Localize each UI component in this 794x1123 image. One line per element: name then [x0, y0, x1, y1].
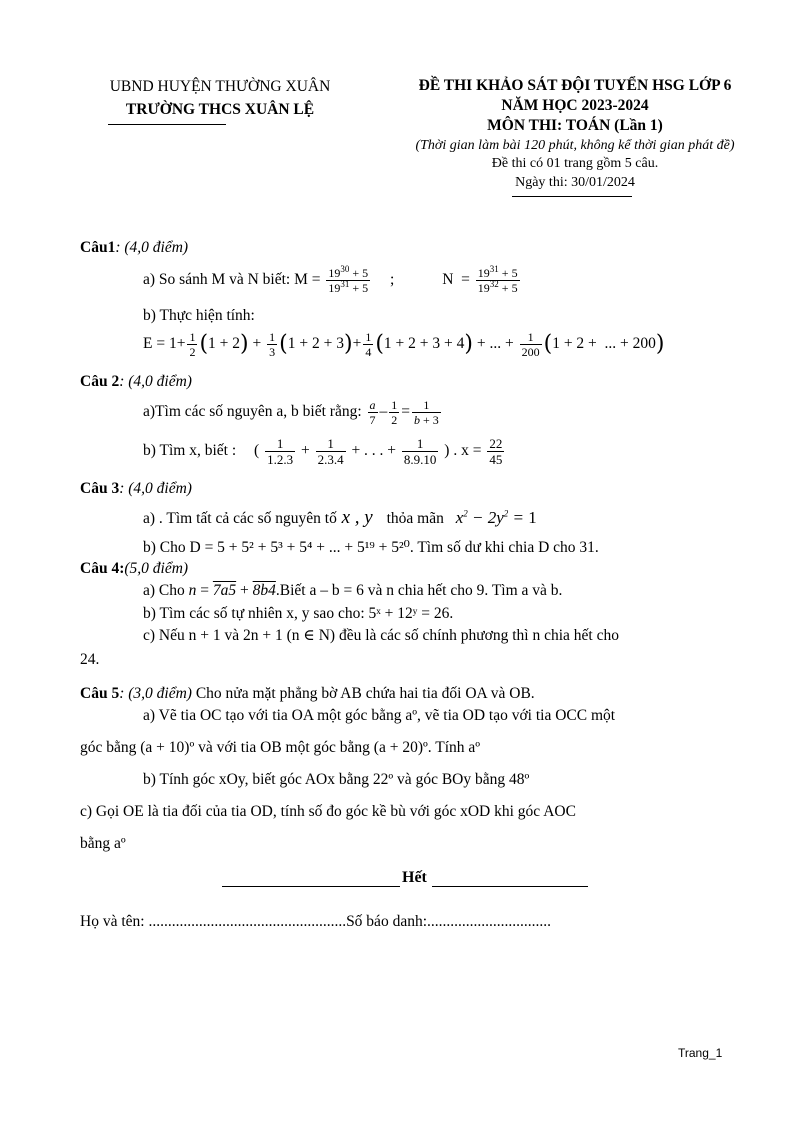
- q3-label: Câu 3: [80, 480, 120, 497]
- school-name: TRƯỜNG THCS XUÂN LỆ: [125, 101, 315, 118]
- fraction-n: $\frac{19^{31} + 5}{19^{32} + 5}$: [477, 264, 518, 295]
- q1-b-expression: E = 1+ $\frac{1}{2}$ (1 + 2) + $\frac{1}{3}$ (1 + 2 + 3)+ $\frac{1}{4}$ (1 + 2 + 3 + 4) + ... + $\frac{1}{200}$ (1 + 2 + ... + 200): [143, 330, 665, 359]
- q2-heading: [80, 372, 192, 392]
- q3-a-text2: thỏa mãn: [386, 510, 444, 527]
- time-note: (Thời gian làm bài 120 phút, không kể thời gian phát đề): [415, 138, 735, 153]
- q1-a-text: a) So sánh M và N biết: M =: [143, 271, 321, 289]
- q1-a: a) So sánh M và N biết: M = $\frac{19^{30} + 5}{19^{31} + 5}$ ; N = $\frac{19^{31} + 5}{19^{32} + 5}$: [143, 264, 518, 295]
- q1-b: b) Thực hiện tính:: [143, 307, 255, 324]
- q4-c-cont: 24.: [80, 651, 100, 668]
- school-underline: [108, 124, 226, 125]
- q3-a-text: a) . Tìm tất cả các số nguyên tố: [143, 510, 337, 527]
- q4-points: (5,0 điểm): [124, 560, 189, 577]
- q1-heading: [80, 238, 188, 258]
- date-underline: [512, 196, 632, 197]
- q4-heading: [80, 559, 188, 579]
- end-text: Hết: [402, 869, 427, 886]
- q4-a-pre: a) Cho: [143, 582, 185, 599]
- q4-a: a) Cho n = 7a5 + 8b4.Biết a – b = 6 và n chia hết cho 9. Tìm a và b.: [143, 582, 563, 599]
- q5-b: b) Tính góc xOy, biết góc AOx bằng 22º và góc BOy bằng 48º: [143, 771, 530, 788]
- q3-heading: [80, 479, 192, 499]
- q3-points: : (4,0 điểm): [119, 480, 192, 497]
- school-header: [80, 78, 360, 119]
- fraction-m: $\frac{19^{30} + 5}{19^{31} + 5}$: [328, 264, 369, 295]
- signature-line: Họ và tên: ...................................................Số báo danh:................................: [80, 913, 552, 930]
- q2-label: Câu 2: [80, 373, 120, 390]
- page-note: Đề thi có 01 trang gồm 5 câu.: [491, 156, 659, 171]
- page-number: Trang_1: [678, 1046, 723, 1060]
- exam-header: [370, 76, 780, 191]
- q5-c-line1: c) Gọi OE là tia đối của tia OD, tính số đo góc kề bù với góc xOD khi góc AOC: [80, 803, 576, 820]
- q2-b: b) Tìm x, biết : ( $\frac{1}{1.2.3}$ + $\frac{1}{2.3.4}$ + . . . + $\frac{1}{8.9.10}$ ) . x = $\frac{22}{45}$: [143, 436, 503, 467]
- subject: MÔN THI: TOÁN (Lần 1): [487, 117, 663, 134]
- end-line-right: [432, 886, 588, 887]
- q4-label: Câu 4:: [80, 560, 125, 577]
- q5-points: : (3,0 điểm): [119, 685, 192, 702]
- q5-label: Câu 5: [80, 685, 120, 702]
- q2-points: : (4,0 điểm): [119, 373, 192, 390]
- q2-b-text: b) Tìm x, biết :: [143, 442, 237, 460]
- exam-title: ĐỀ THI KHẢO SÁT ĐỘI TUYỂN HSG LỚP 6: [418, 77, 732, 94]
- q5-a-line1: a) Vẽ tia OC tạo với tia OA một góc bằng aº, vẽ tia OD tạo với tia OCC một: [143, 707, 616, 724]
- q1-label: Câu1: [80, 239, 116, 256]
- end-line-left: [222, 886, 400, 887]
- exam-date: Ngày thi: 30/01/2024: [515, 175, 635, 190]
- q5-intro: Cho nửa mặt phẳng bờ AB chứa hai tia đối OA và OB.: [191, 685, 535, 702]
- q5-a-line2: góc bằng (a + 10)º và với tia OB một góc bằng (a + 20)º. Tính aº: [80, 739, 481, 756]
- q5-c-line2: bằng aº: [80, 835, 126, 852]
- q3-b: b) Cho D = 5 + 5² + 5³ + 5⁴ + ... + 5¹⁹ + 5²⁰. Tìm số dư khi chia D cho 31.: [143, 539, 599, 556]
- q4-a-post: Biết a – b = 6 và n chia hết cho 9. Tìm a và b.: [279, 582, 563, 599]
- q4-c: c) Nếu n + 1 và 2n + 1 (n ∈ N) đều là các số chính phương thì n chia hết cho: [143, 627, 619, 644]
- q3-a: a) . Tìm tất cả các số nguyên tố x , y thỏa mãn $x^2 - 2y^2 = 1$: [143, 507, 537, 528]
- q2-a: a)Tìm các số nguyên a, b biết rằng: $\frac{a}{7}$ – $\frac{1}{2}$ = $\frac{1}{b + 3}$: [143, 398, 439, 427]
- district-name: UBND HUYỆN THƯỜNG XUÂN: [109, 78, 331, 95]
- q4-b: b) Tìm các số tự nhiên x, y sao cho: 5ˣ + 12ʸ = 26.: [143, 605, 454, 622]
- q2-a-text: a)Tìm các số nguyên a, b biết rằng:: [143, 403, 362, 421]
- q1-points: : (4,0 điểm): [115, 239, 189, 256]
- school-year: NĂM HỌC 2023-2024: [501, 97, 649, 114]
- q5-heading: [80, 684, 535, 704]
